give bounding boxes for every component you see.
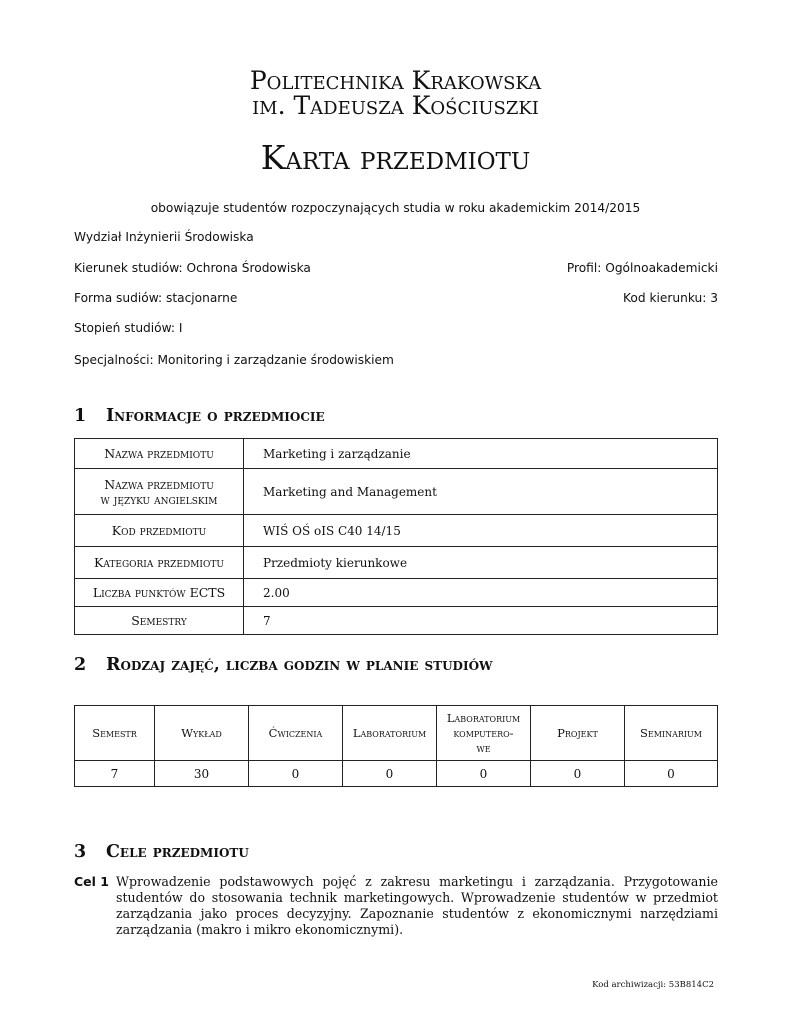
study-form: Forma sudiów: stacjonarne xyxy=(74,291,238,305)
archive-code: Kod archiwizacji: 53B814C2 xyxy=(592,980,714,990)
row-value: Przedmioty kierunkowe xyxy=(244,547,718,579)
degree: Stopień studiów: I xyxy=(74,321,183,335)
table-row xyxy=(75,469,718,515)
section-2-title: Rodzaj zajęć, liczba godzin w planie studiów xyxy=(106,655,493,675)
row-value: 7 xyxy=(244,607,718,635)
column-header-line-3: we xyxy=(476,740,491,755)
form-row xyxy=(74,291,718,305)
table-cell: 0 xyxy=(249,761,343,787)
row-label-line-2: w języku angielskim xyxy=(100,491,218,507)
row-label: Nazwa przedmiotu xyxy=(75,439,244,469)
row-label: Kod przedmiotu xyxy=(75,515,244,547)
row-label: Semestry xyxy=(75,607,244,635)
row-value: Marketing and Management xyxy=(244,469,718,515)
section-1-title: Informacje o przedmiocie xyxy=(106,406,325,426)
hours-table xyxy=(74,705,718,787)
field-code: Kod kierunku: 3 xyxy=(623,291,718,305)
table-row xyxy=(75,439,718,469)
table-cell: 0 xyxy=(625,761,718,787)
page-title: Karta przedmiotu xyxy=(260,138,531,177)
table-row xyxy=(75,607,718,635)
field-row xyxy=(74,261,718,275)
section-2-heading xyxy=(74,655,493,675)
table-cell: 0 xyxy=(437,761,531,787)
university-line-2: im. Tadeusza Kościuszki xyxy=(252,91,539,120)
section-3-number: 3 xyxy=(74,842,87,862)
column-header xyxy=(437,706,531,761)
column-header-line-1: Laboratorium xyxy=(446,710,521,725)
column-header: Wykład xyxy=(155,706,249,761)
section-3-title: Cele przedmiotu xyxy=(106,842,249,862)
table-cell: 7 xyxy=(75,761,155,787)
university-line-1: Politechnika Krakowska xyxy=(249,66,542,95)
goal-label: Cel 1 xyxy=(74,874,109,889)
course-info-table xyxy=(74,438,718,635)
table-cell: 30 xyxy=(155,761,249,787)
goal-item xyxy=(74,874,718,938)
obligation-note: obowiązuje studentów rozpoczynających studia w roku akademickim 2014/2015 xyxy=(150,201,641,215)
university-name xyxy=(0,68,791,118)
column-header: Laboratorium xyxy=(343,706,437,761)
table-row xyxy=(75,579,718,607)
faculty: Wydział Inżynierii Środowiska xyxy=(74,230,254,244)
column-header: Ćwiczenia xyxy=(249,706,343,761)
section-3-heading xyxy=(74,842,249,862)
table-header-row xyxy=(75,706,718,761)
row-value: 2.00 xyxy=(244,579,718,607)
row-label xyxy=(75,469,244,515)
row-label-line-1: Nazwa przedmiotu xyxy=(104,476,214,492)
section-1-heading xyxy=(74,406,325,426)
row-label: Kategoria przedmiotu xyxy=(75,547,244,579)
profile: Profil: Ogólnoakademicki xyxy=(566,261,718,275)
section-1-number: 1 xyxy=(74,406,87,426)
table-row xyxy=(75,547,718,579)
row-label: Liczba punktów ECTS xyxy=(75,579,244,607)
table-row xyxy=(75,761,718,787)
field-of-study: Kierunek studiów: Ochrona Środowiska xyxy=(74,261,311,275)
row-value: Marketing i zarządzanie xyxy=(244,439,718,469)
specializations: Specjalności: Monitoring i zarządzanie środowiskiem xyxy=(74,353,394,367)
column-header: Seminarium xyxy=(625,706,718,761)
column-header: Projekt xyxy=(531,706,625,761)
table-cell: 0 xyxy=(531,761,625,787)
column-header: Semestr xyxy=(75,706,155,761)
column-header-line-2: komputero- xyxy=(453,725,514,740)
section-2-number: 2 xyxy=(74,655,87,675)
goal-text: Wprowadzenie podstawowych pojęć z zakresu marketingu i zarządzania. Przygotowanie studentów do stosowania technik marketingowych. Wprowadzenie studentów w przedmiot zarządzania jako proces decyzyjny. Zapoznanie studentów z ekonomicznymi narzędziami zarządzania (makro i mikro ekonomicznymi). xyxy=(116,874,718,937)
table-row xyxy=(75,515,718,547)
row-value: WIŚ OŚ oIS C40 14/15 xyxy=(244,515,718,547)
table-cell: 0 xyxy=(343,761,437,787)
